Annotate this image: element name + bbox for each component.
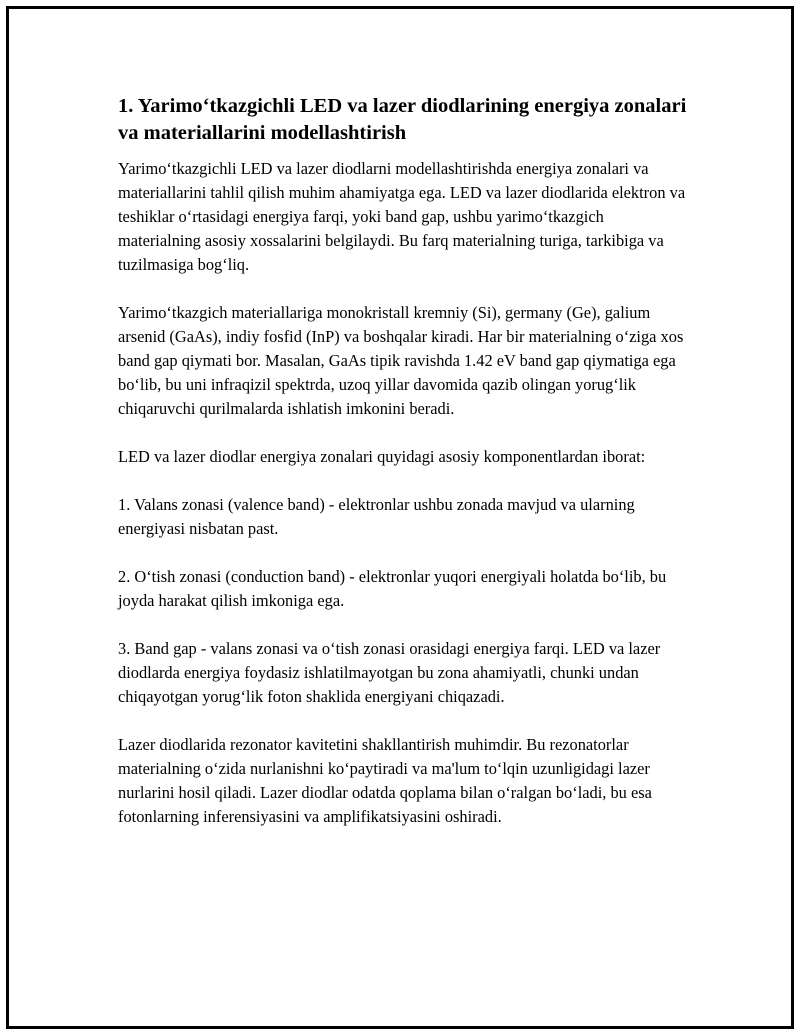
paragraph-materials: Yarimo‘tkazgich materiallariga monokristall kremniy (Si), germany (Ge), galium arsenid (GaAs), indiy fosfid (InP) va boshqalar kiradi. Har bir materialning o‘ziga xos band gap qiymati bor. Masalan, GaAs tipik ravishda 1.42 eV band gap qiymatiga ega bo‘lib, bu uni infraqizil spektrda, uzoq yillar davomida qazib olingan yorug‘lik chiqaruvchi qurilmalarda ishlatish imkonini beradi. xyxy=(118,303,684,418)
paragraph-components-intro: LED va lazer diodlar energiya zonalari quyidagi asosiy komponentlardan iborat: xyxy=(118,447,646,466)
document-body xyxy=(118,93,690,853)
list-item-conduction-band: 2. O‘tish zonasi (conduction band) - elektronlar yuqori energiyali holatda bo‘lib, bu joyda harakat qilish imkoniga ega. xyxy=(118,567,667,610)
section-heading: 1. Yarimo‘tkazgichli LED va lazer diodlarining energiya zonalari va materiallarini modellashtirish xyxy=(118,95,687,144)
list-item-band-gap: 3. Band gap - valans zonasi va o‘tish zonasi orasidagi energiya farqi. LED va lazer diodlarda energiya foydasiz ishlatilmayotgan bu zona ahamiyatli, chunki undan chiqayotgan yorug‘lik foton shaklida energiyani chiqazadi. xyxy=(118,639,661,706)
paragraph-laser-resonator: Lazer diodlarida rezonator kavitetini shakllantirish muhimdir. Bu rezonatorlar materialning o‘zida nurlanishni ko‘paytiradi va ma'lum to‘lqin uzunligidagi lazer nurlarini hosil qiladi. Lazer diodlar odatda qoplama bilan o‘ralgan bo‘ladi, bu esa fotonlarning inferensiyasini va amplifikatsiyasini oshiradi. xyxy=(118,735,652,826)
list-item-valence-band: 1. Valans zonasi (valence band) - elektronlar ushbu zonada mavjud va ularning energiyasi nisbatan past. xyxy=(118,495,635,538)
paragraph-intro: Yarimo‘tkazgichli LED va lazer diodlarni modellashtirishda energiya zonalari va materiallarini tahlil qilish muhim ahamiyatga ega. LED va lazer diodlarida elektron va teshiklar o‘rtasidagi energiya farqi, yoki band gap, ushbu yarimo‘tkazgich materialning asosiy xossalarini belgilaydi. Bu farq materialning turiga, tarkibiga va tuzilmasiga bog‘liq. xyxy=(118,159,686,274)
